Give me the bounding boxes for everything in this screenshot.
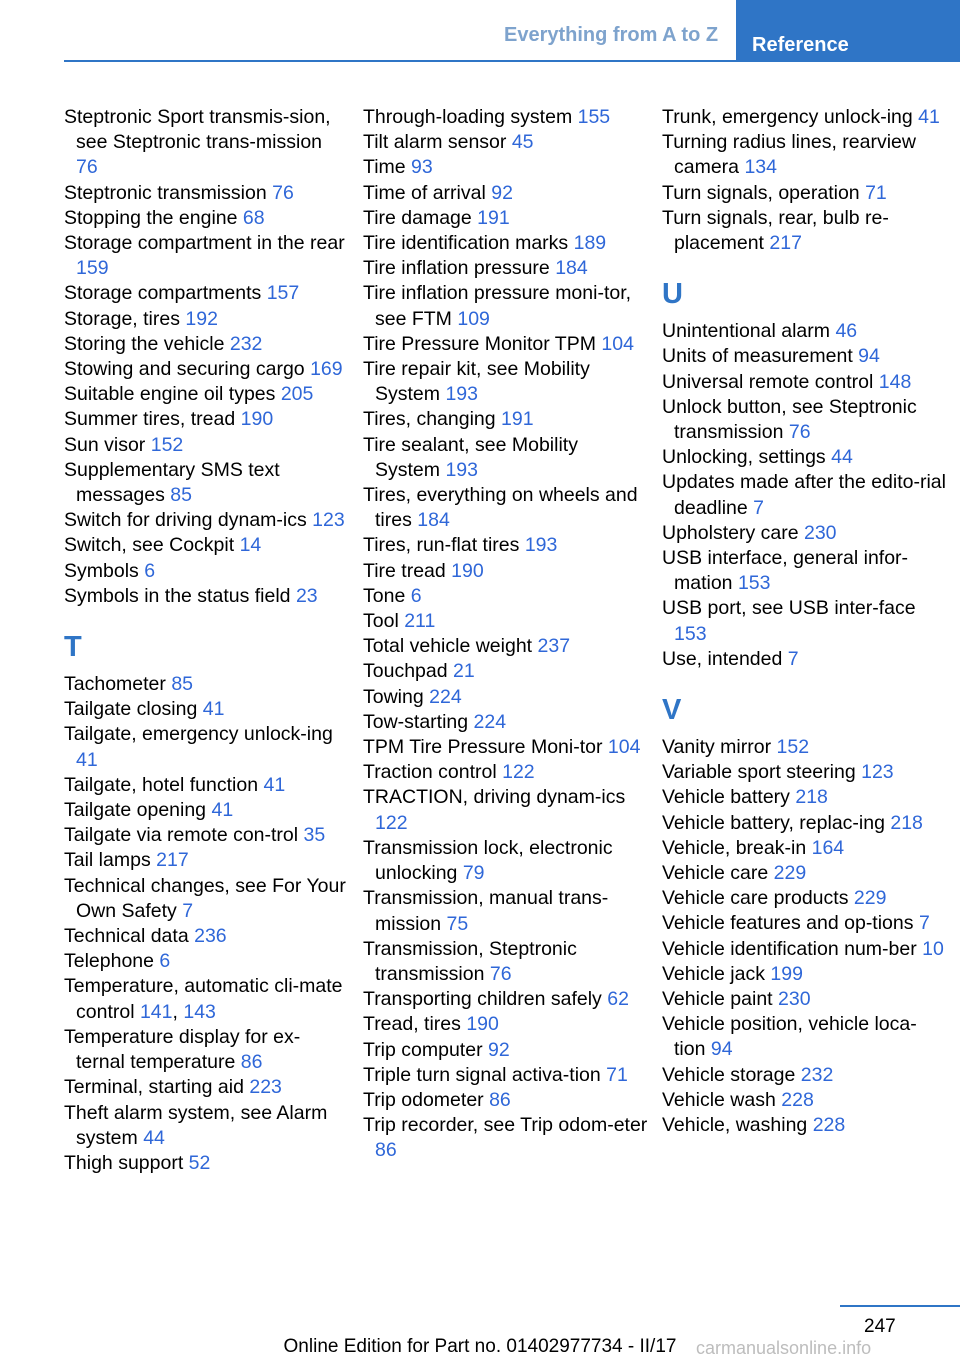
index-entry (64, 458, 349, 508)
index-entry (64, 672, 349, 697)
index-entry-text: Steptronic transmission (64, 181, 267, 204)
index-entry-text: TPM Tire Pressure Moni-tor (363, 736, 603, 759)
page-reference-link[interactable]: 71 (865, 181, 887, 204)
index-entry-text: Stopping the engine (64, 206, 238, 229)
index-entry-text: Tires, everything on wheels and tires (363, 484, 638, 532)
page-reference-link[interactable]: 232 (800, 1063, 834, 1086)
index-entry (363, 332, 648, 357)
page-reference-link[interactable]: 205 (280, 383, 314, 406)
index-entry-text: Towing (363, 685, 424, 708)
page-reference-link[interactable]: 92 (491, 181, 513, 204)
index-entry-text: USB interface, general infor-mation (662, 547, 909, 595)
page-reference-link[interactable]: 41 (918, 106, 940, 128)
index-entry (64, 874, 349, 924)
index-entry (363, 1088, 648, 1113)
index-entry-text: Vehicle care products (662, 887, 849, 910)
index-entry (662, 105, 947, 130)
index-entry-text: Switch for driving dynam-ics (64, 509, 307, 532)
page-reference-link[interactable]: 76 (788, 421, 811, 444)
page-reference-link[interactable]: 94 (710, 1038, 733, 1061)
index-entry (662, 1088, 947, 1113)
page-reference-link[interactable]: 41 (263, 773, 286, 796)
page-reference-link[interactable]: 10 (922, 937, 944, 960)
page-reference-link[interactable]: 229 (773, 862, 807, 885)
index-entry-text: Turn signals, operation (662, 181, 860, 204)
page-reference-link[interactable]: 85 (171, 673, 194, 696)
index-entry (662, 370, 947, 395)
index-entry-text: Transmission, Steptronic transmission (363, 937, 577, 985)
index-entry-text: Tailgate, emergency unlock-ing (64, 723, 333, 746)
page-reference-link[interactable]: 86 (489, 1088, 511, 1111)
page-reference-link[interactable]: 86 (375, 1139, 397, 1162)
index-entry (363, 735, 648, 760)
page-reference-link[interactable]: 52 (188, 1151, 211, 1174)
index-column-3 (662, 105, 947, 1138)
page-reference-link[interactable]: 23 (295, 584, 318, 607)
index-entry-text: Tow-starting (363, 710, 469, 733)
index-entry-text: Units of measurement (662, 345, 853, 368)
index-entry (363, 987, 648, 1012)
page-reference-link[interactable]: 122 (375, 811, 408, 834)
index-entry-text: Storing the vehicle (64, 332, 225, 355)
index-letter-heading: V (662, 693, 682, 726)
page-reference-link[interactable]: 94 (858, 345, 880, 368)
page-reference-link[interactable]: 193 (524, 534, 558, 557)
page-reference-link[interactable]: 199 (770, 962, 803, 985)
index-entry-text: Switch, see Cockpit (64, 534, 235, 557)
page-reference-link[interactable]: 62 (607, 988, 629, 1011)
index-entry-text: Transmission lock, electronic unlocking (363, 836, 613, 885)
index-entry-text: Tachometer (64, 673, 166, 696)
page-reference-link[interactable]: 153 (674, 622, 707, 645)
index-entry (662, 1113, 947, 1138)
index-letter-heading: U (662, 277, 683, 310)
index-entry (64, 949, 349, 974)
page-reference-link[interactable]: 6 (159, 950, 171, 973)
index-entry (363, 1063, 648, 1088)
index-entry (363, 836, 648, 886)
page-reference-link[interactable]: 224 (429, 685, 462, 708)
page-reference-link[interactable]: 41 (211, 799, 234, 822)
index-entry-text: Trip recorder, see Trip odom-eter (363, 1114, 648, 1137)
page-reference-link[interactable]: 191 (501, 408, 534, 431)
index-entry (64, 584, 349, 609)
index-entry (64, 105, 349, 181)
index-entry-text: Telephone (64, 950, 154, 973)
index-entry (662, 130, 947, 180)
index-entry (64, 773, 349, 798)
page-reference-link[interactable]: 85 (170, 484, 192, 507)
index-entry-text: Suitable engine oil types (64, 383, 276, 406)
index-entry-text: Through-loading system (363, 106, 573, 128)
header-divider (64, 60, 736, 62)
page-reference-link[interactable]: 76 (489, 962, 512, 985)
index-entry (64, 848, 349, 873)
index-entry-text: Tire inflation pressure (363, 257, 550, 280)
index-entry-text: Vehicle storage (662, 1063, 796, 1086)
index-entry-text: Turn signals, rear, bulb re-placement (662, 206, 889, 255)
page-reference-link[interactable]: 7 (918, 912, 930, 935)
index-entry-text: Tread, tires (363, 1013, 461, 1036)
index-entry-text: Symbols (64, 559, 139, 582)
index-entry (363, 685, 648, 710)
page-reference-link[interactable]: 79 (462, 862, 485, 885)
index-entry (662, 1012, 947, 1062)
index-entry-text: Tire damage (363, 206, 472, 229)
index-entry (363, 609, 648, 634)
page-reference-link[interactable]: 123 (861, 761, 894, 784)
index-entry-text: Tail lamps (64, 849, 151, 872)
page-reference-link[interactable]: 7 (787, 647, 799, 670)
page-reference-link[interactable]: 192 (185, 307, 218, 330)
index-entry-text: USB port, see USB inter-face (662, 597, 916, 620)
index-entry (662, 647, 947, 672)
page-reference-link[interactable]: 68 (242, 206, 265, 229)
index-entry (64, 697, 349, 722)
index-entry-text: Vehicle identification num-ber (662, 937, 917, 960)
index-entry-text: Vehicle wash (662, 1088, 776, 1111)
index-entry-text: Variable sport steering (662, 761, 856, 784)
page-reference-link[interactable]: 76 (272, 181, 294, 204)
page-reference-link[interactable]: 159 (76, 257, 109, 280)
index-entry (64, 181, 349, 206)
index-entry-text: Storage, tires (64, 307, 180, 330)
index-entry (662, 785, 947, 810)
index-entry (662, 886, 947, 911)
page-reference-link[interactable]: 191 (477, 206, 510, 229)
index-entry (662, 937, 947, 962)
index-entry (363, 407, 648, 432)
index-entry-text: Transmission, manual trans-mission (363, 887, 609, 935)
page-reference-link[interactable]: 152 (776, 736, 810, 759)
index-entry-text: Vehicle battery, replac-ing (662, 811, 885, 834)
index-entry (64, 798, 349, 823)
index-entry (662, 861, 947, 886)
index-entry-text: Universal remote control (662, 370, 874, 393)
page-reference-link[interactable]: 93 (411, 156, 433, 179)
index-entry (64, 533, 349, 558)
page-reference-link[interactable]: 153 (737, 572, 771, 595)
page-reference-link[interactable]: 104 (607, 736, 641, 759)
index-entry-text: Trunk, emergency unlock-ing (662, 106, 913, 128)
index-entry-text: Tires, run-flat tires (363, 534, 520, 557)
index-entry (662, 344, 947, 369)
index-entry (363, 937, 648, 987)
page-reference-link[interactable]: 236 (194, 925, 227, 948)
index-entry-text: Tire inflation pressure moni-tor, see FTM (363, 282, 632, 330)
index-entry (64, 1075, 349, 1100)
page-reference-link[interactable]: 224 (473, 710, 507, 733)
index-entry-text: Updates made after the edito-rial deadline (662, 471, 946, 519)
index-entry-text: Tool (363, 610, 399, 633)
page-reference-link[interactable]: 104 (601, 332, 634, 355)
index-entry-text: Technical data (64, 925, 189, 948)
index-entry (64, 332, 349, 357)
page-reference-link[interactable]: 169 (310, 358, 343, 381)
index-entry-text: Tailgate opening (64, 799, 207, 822)
index-entry-text: Terminal, starting aid (64, 1076, 244, 1099)
index-entry-text: Vehicle paint (662, 988, 773, 1011)
page-reference-link[interactable]: 223 (249, 1076, 282, 1099)
index-entry-text: Unintentional alarm (662, 320, 831, 343)
index-entry (64, 433, 349, 458)
index-entry (662, 470, 947, 520)
index-entry-text: Vehicle jack (662, 962, 765, 985)
index-entry (64, 407, 349, 432)
index-entry-text: Vehicle, washing (662, 1114, 808, 1137)
page-reference-link[interactable]: 45 (511, 131, 534, 154)
index-entry (64, 357, 349, 382)
page-reference-link[interactable]: 190 (240, 408, 274, 431)
index-entry (662, 962, 947, 987)
page-reference-link[interactable]: 217 (769, 232, 802, 255)
header-tab-reference: Reference (736, 0, 960, 62)
page-reference-link[interactable]: 86 (240, 1051, 263, 1074)
page-reference-link[interactable]: 122 (502, 761, 535, 784)
index-entry (363, 710, 648, 735)
index-entry-text: Vanity mirror (662, 736, 772, 759)
header-section-title: Everything from A to Z (504, 24, 719, 46)
index-entry-text: Transporting children safely (363, 988, 602, 1011)
index-entry (363, 659, 648, 684)
index-entry-text: Tailgate closing (64, 698, 198, 721)
page-reference-link[interactable]: 7 (753, 496, 765, 519)
index-entry-text: Tailgate, hotel function (64, 773, 259, 796)
index-entry (64, 307, 349, 332)
index-entry-text: Vehicle care (662, 862, 769, 885)
index-entry-text: Trip computer (363, 1038, 483, 1061)
index-entry (64, 1025, 349, 1075)
page-reference-link[interactable]: 41 (202, 698, 225, 721)
index-entry-text: Time of arrival (363, 181, 486, 204)
index-entry-text: Tire repair kit, see Mobility System (363, 358, 590, 406)
index-entry-text: Vehicle battery (662, 786, 790, 809)
index-entry (363, 1113, 648, 1163)
index-entry-text: TRACTION, driving dynam-ics (363, 786, 626, 809)
index-entry (363, 181, 648, 206)
index-entry-text: Triple turn signal activa-tion (363, 1063, 601, 1086)
index-entry (64, 382, 349, 407)
index-entry (64, 206, 349, 231)
page-reference-link[interactable]: 155 (577, 106, 611, 128)
page-reference-link[interactable]: 46 (835, 320, 858, 343)
index-entry (363, 559, 648, 584)
index-entry-text: Tire tread (363, 559, 446, 582)
index-entry (363, 1012, 648, 1037)
index-entry-text: Technical changes, see For Your Own Safety (64, 874, 346, 922)
page-reference-link[interactable]: 232 (229, 332, 263, 355)
index-entry-text: Tire sealant, see Mobility System (363, 433, 578, 481)
page-reference-link[interactable]: 71 (606, 1063, 628, 1086)
index-entry (363, 785, 648, 835)
page-reference-link[interactable]: 21 (453, 660, 475, 683)
index-entry-text: Storage compartments (64, 282, 262, 305)
index-entry (64, 1101, 349, 1151)
page-reference-link[interactable]: 44 (143, 1126, 165, 1149)
index-entry (64, 559, 349, 584)
page-reference-link[interactable]: 218 (795, 786, 828, 809)
index-entry (662, 319, 947, 344)
index-entry (363, 634, 648, 659)
footer-divider (840, 1305, 960, 1307)
index-entry (64, 231, 349, 281)
watermark: carmanualsonline.info (696, 1338, 872, 1358)
index-entry (363, 357, 648, 407)
index-entry (662, 395, 947, 445)
page-reference-link[interactable]: 123 (312, 509, 345, 532)
index-entry (64, 281, 349, 306)
page-reference-link[interactable]: 148 (878, 370, 912, 393)
index-entry-text: Turning radius lines, rearview camera (662, 131, 916, 179)
page-number: 247 (864, 1316, 896, 1337)
index-entry (662, 521, 947, 546)
page-reference-link[interactable]: 75 (446, 912, 469, 935)
index-entry (363, 206, 648, 231)
index-entry-text: Sun visor (64, 433, 146, 456)
index-column-2 (363, 105, 648, 1164)
index-entry-text: Trip odometer (363, 1088, 484, 1111)
index-entry (662, 181, 947, 206)
index-entry (363, 105, 648, 130)
index-entry (662, 445, 947, 470)
index-entry-text: Touchpad (363, 660, 448, 683)
page-reference-link[interactable]: 6 (410, 584, 422, 607)
index-column-1 (64, 105, 349, 1176)
page-reference-link[interactable]: 92 (487, 1038, 510, 1061)
index-entry-text: Summer tires, tread (64, 408, 236, 431)
page-reference-link[interactable]: 143 (183, 1000, 216, 1023)
page-reference-link[interactable]: 217 (156, 849, 189, 872)
page-reference-link[interactable]: 193 (445, 383, 478, 406)
index-entry-text: Temperature, automatic cli-mate control (64, 975, 343, 1023)
page-header (0, 0, 960, 62)
index-entry-text: Stowing and securing cargo (64, 358, 305, 381)
index-entry (363, 130, 648, 155)
index-entry-text: Theft alarm system, see Alarm system (64, 1101, 328, 1149)
page-reference-link[interactable]: 35 (303, 824, 326, 847)
index-entry-text: Tone (363, 584, 406, 607)
page-reference-link[interactable]: 193 (445, 458, 478, 481)
index-entry (363, 1038, 648, 1063)
index-entry (363, 231, 648, 256)
index-entry (363, 433, 648, 483)
index-entry-text: Unlock button, see Steptronic transmission (662, 395, 917, 444)
page-reference-link[interactable]: 237 (537, 635, 571, 658)
edition-note: Online Edition for Part no. 01402977734 - II/17 (283, 1336, 677, 1357)
index-entry-text: Tire Pressure Monitor TPM (363, 332, 596, 355)
index-entry-text: Steptronic Sport transmis-sion, see Steptronic trans-mission (64, 106, 331, 154)
index-entry-text: Total vehicle weight (363, 635, 533, 658)
index-entry (662, 811, 947, 836)
index-entry (662, 836, 947, 861)
page-reference-link[interactable]: 184 (555, 257, 588, 280)
index-entry (662, 1063, 947, 1088)
index-entry (64, 1151, 349, 1176)
index-entry-text: Tires, changing (363, 408, 496, 431)
index-entry (662, 596, 947, 646)
index-entry-text: Vehicle position, vehicle loca-tion (662, 1013, 917, 1061)
index-entry-text: Tailgate via remote con-trol (64, 824, 299, 847)
index-entry: Temperature, automatic cli-mate control 141, 143 (64, 975, 343, 1023)
index-entry-text: Unlocking, settings (662, 446, 826, 469)
index-entry (662, 911, 947, 936)
page-reference-link[interactable]: 6 (144, 559, 156, 582)
page-reference-link[interactable]: 7 (182, 899, 194, 922)
index-entry-text: Vehicle features and op-tions (662, 912, 914, 935)
index-entry-text: Temperature display for ex-ternal temperature (64, 1025, 301, 1074)
index-entry (363, 584, 648, 609)
index-entry (363, 256, 648, 281)
index-entry-text: Time (363, 156, 406, 179)
page-reference-link[interactable]: 134 (744, 156, 777, 179)
page-reference-link[interactable]: 109 (457, 307, 490, 330)
page-reference-link[interactable]: 164 (811, 836, 845, 859)
page-reference-link[interactable]: 218 (890, 811, 923, 834)
page-reference-link[interactable]: 211 (404, 610, 436, 633)
index-entry (662, 735, 947, 760)
index-entry (363, 886, 648, 936)
page-reference-link[interactable]: 184 (417, 509, 450, 532)
page-reference-link[interactable]: 228 (781, 1088, 814, 1111)
index-entry (363, 760, 648, 785)
index-entry (662, 987, 947, 1012)
index-entry (662, 206, 947, 256)
index-entry-text: Vehicle, break-in (662, 836, 807, 859)
page-reference-link[interactable]: 157 (266, 282, 300, 305)
page-reference-link[interactable]: 76 (76, 156, 98, 179)
index-entry (363, 483, 648, 533)
page-reference-link[interactable]: 228 (812, 1114, 846, 1137)
index-entry (64, 722, 349, 772)
index-entry (64, 508, 349, 533)
page-reference-link[interactable]: 190 (466, 1013, 499, 1036)
index-letter-heading: T (64, 630, 82, 663)
page-reference-link[interactable]: 44 (831, 446, 853, 469)
page-reference-link[interactable]: 152 (150, 433, 184, 456)
page-reference-link[interactable]: 14 (239, 534, 262, 557)
index-entry-text: Symbols in the status field (64, 584, 291, 607)
index-entry-text: Use, intended (662, 647, 783, 670)
index-entry-text: Upholstery care (662, 521, 799, 544)
page-reference-link[interactable]: 41 (76, 748, 98, 771)
index-entry-text: Storage compartment in the rear (64, 232, 345, 255)
page-reference-link[interactable]: 189 (573, 232, 607, 255)
index-entry (363, 281, 648, 331)
index-entry-text: Tire identification marks (363, 232, 569, 255)
page-reference-link[interactable]: 190 (451, 559, 484, 582)
index-entry-text: Supplementary SMS text messages (64, 458, 280, 507)
index-entry (662, 760, 947, 785)
index-entry-text: Tilt alarm sensor (363, 131, 507, 154)
index-entry-text: Thigh support (64, 1151, 184, 1174)
index-entry-text: Traction control (363, 761, 497, 784)
index-entry (64, 924, 349, 949)
page-reference-link[interactable]: 230 (803, 521, 837, 544)
index-entry (662, 546, 947, 596)
index-entry (64, 823, 349, 848)
page-reference-link[interactable]: 141 (139, 1000, 173, 1023)
index-entry (363, 155, 648, 180)
index-entry (363, 533, 648, 558)
page-reference-link[interactable]: 229 (853, 887, 887, 910)
page-reference-link[interactable]: 230 (778, 988, 811, 1011)
